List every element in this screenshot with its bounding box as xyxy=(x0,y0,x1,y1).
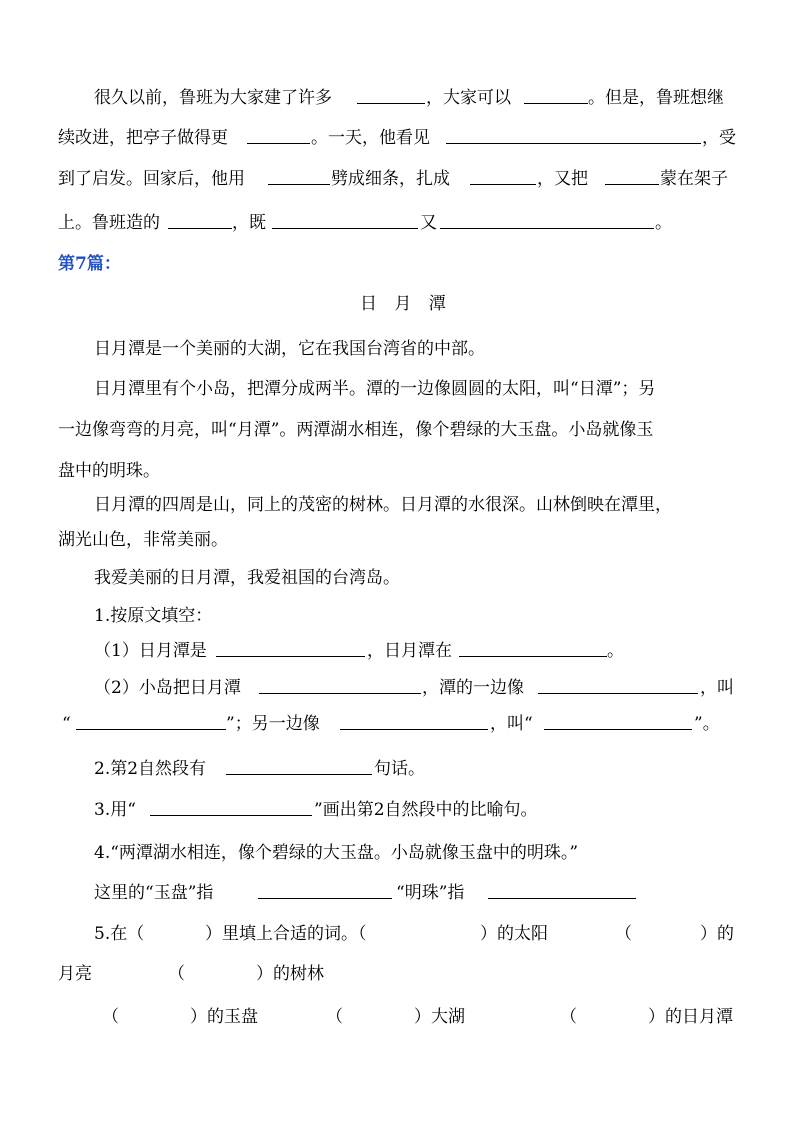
text: ，叫 xyxy=(700,678,734,698)
text: ）的玉盘 xyxy=(190,1007,258,1027)
question-5-line-1 xyxy=(0,922,794,946)
fill-blank[interactable] xyxy=(247,126,310,144)
question-1-title xyxy=(0,604,794,628)
text: （ xyxy=(615,924,632,944)
text: ）的太阳 xyxy=(480,924,548,944)
text: ，潭的一边像 xyxy=(422,678,524,698)
text: （ xyxy=(102,1007,119,1027)
text: （2）小岛把日月潭 xyxy=(94,678,241,698)
text: 。 xyxy=(655,213,672,233)
fill-blank[interactable] xyxy=(150,798,312,816)
text: 日月潭的四周是山，同上的茂密的树林。日月潭的水很深。山林倒映在潭里， xyxy=(94,495,672,515)
text: 这里的“玉盘”指 xyxy=(94,883,214,903)
text: ，日月潭在 xyxy=(367,641,452,661)
text: 句话。 xyxy=(374,759,425,779)
text: ）大湖 xyxy=(414,1007,465,1027)
text: “明珠”指 xyxy=(396,883,465,903)
text: 蒙在架子 xyxy=(660,169,728,189)
text: 。但是，鲁班想继 xyxy=(588,88,724,108)
question-1-1 xyxy=(0,639,794,663)
text: 我爱美丽的日月潭，我爱祖国的台湾岛。 xyxy=(94,568,400,588)
question-5-line-3 xyxy=(0,1005,794,1029)
text: （ xyxy=(560,1007,577,1027)
text: ，既 xyxy=(232,213,266,233)
fill-blank[interactable] xyxy=(538,676,698,694)
fill-blank[interactable] xyxy=(446,126,701,144)
question-1-2 xyxy=(0,676,794,700)
question-4-sub xyxy=(0,881,794,905)
article-paragraph-cont xyxy=(0,459,794,483)
text: （1）日月潭是 xyxy=(94,641,207,661)
text: ”。 xyxy=(694,714,720,734)
text: （ xyxy=(168,964,185,984)
article-paragraph xyxy=(0,377,794,401)
text: 续改进，把亭子做得更 xyxy=(58,128,228,148)
fill-blank[interactable] xyxy=(168,211,232,229)
question-3 xyxy=(0,798,794,822)
text: 盘中的明珠。 xyxy=(58,461,160,481)
fill-blank[interactable] xyxy=(76,712,226,730)
article-paragraph xyxy=(0,337,794,361)
fill-blank[interactable] xyxy=(259,676,421,694)
section-heading: 第7篇： xyxy=(58,254,121,274)
summary-line-3 xyxy=(0,167,794,191)
text: ，受 xyxy=(702,128,736,148)
text: ，大家可以 xyxy=(426,88,511,108)
summary-line-1 xyxy=(0,86,794,110)
text: 很久以前，鲁班为大家建了许多 xyxy=(94,88,332,108)
text: ）里填上合适的词。（ xyxy=(205,924,367,944)
text: 劈成细条，扎成 xyxy=(331,169,450,189)
text: ，又把 xyxy=(537,169,588,189)
article-title-line xyxy=(0,292,794,316)
fill-blank[interactable] xyxy=(459,639,607,657)
text: （ xyxy=(326,1007,343,1027)
fill-blank[interactable] xyxy=(440,211,654,229)
text: 上。鲁班造的 xyxy=(58,213,160,233)
fill-blank[interactable] xyxy=(226,757,372,775)
question-2 xyxy=(0,757,794,781)
text: 。一天，他看见 xyxy=(311,128,430,148)
article-title: 日 月 潭 xyxy=(360,294,452,314)
article-paragraph-cont xyxy=(0,528,794,552)
question-5-line-2 xyxy=(0,962,794,986)
fill-blank[interactable] xyxy=(340,712,488,730)
text: 一边像弯弯的月亮，叫“月潭”。两潭湖水相连，像个碧绿的大玉盘。小岛就像玉 xyxy=(58,420,654,440)
fill-blank[interactable] xyxy=(605,167,659,185)
article-paragraph xyxy=(0,566,794,590)
text: 2.第2自然段有 xyxy=(94,759,207,779)
text: 4.“两潭湖水相连，像个碧绿的大玉盘。小岛就像玉盘中的明珠。” xyxy=(94,843,579,863)
text: 3.用“ xyxy=(94,800,136,820)
question-4 xyxy=(0,841,794,865)
fill-blank[interactable] xyxy=(216,639,365,657)
summary-line-2 xyxy=(0,126,794,150)
summary-line-4 xyxy=(0,211,794,235)
section-heading-line xyxy=(0,252,794,276)
text: ”；另一边像 xyxy=(226,714,320,734)
text: “ xyxy=(62,714,71,734)
text: 日月潭是一个美丽的大湖，它在我国台湾省的中部。 xyxy=(94,339,485,359)
text: ）的 xyxy=(700,924,734,944)
article-paragraph xyxy=(0,493,794,517)
text: 又 xyxy=(420,213,437,233)
fill-blank[interactable] xyxy=(524,86,588,104)
text: 日月潭里有个小岛，把潭分成两半。潭的一边像圆圆的太阳，叫“日潭”；另 xyxy=(94,379,656,399)
fill-blank[interactable] xyxy=(272,211,418,229)
fill-blank[interactable] xyxy=(357,86,425,104)
text: ）的树林 xyxy=(256,964,324,984)
text: 1.按原文填空： xyxy=(94,606,213,626)
fill-blank[interactable] xyxy=(470,167,536,185)
fill-blank[interactable] xyxy=(258,881,392,899)
text: 到了启发。回家后，他用 xyxy=(58,169,245,189)
text: 湖光山色，非常美丽。 xyxy=(58,530,228,550)
text: 。 xyxy=(607,641,624,661)
text: 5.在（ xyxy=(94,924,145,944)
text: ）的日月潭 xyxy=(648,1007,733,1027)
text: ，叫“ xyxy=(490,714,533,734)
article-paragraph-cont xyxy=(0,418,794,442)
question-1-2-cont xyxy=(0,712,794,736)
fill-blank[interactable] xyxy=(488,881,636,899)
text: ”画出第2自然段中的比喻句。 xyxy=(314,800,538,820)
fill-blank[interactable] xyxy=(544,712,692,730)
fill-blank[interactable] xyxy=(268,167,330,185)
text: 月亮 xyxy=(58,964,92,984)
